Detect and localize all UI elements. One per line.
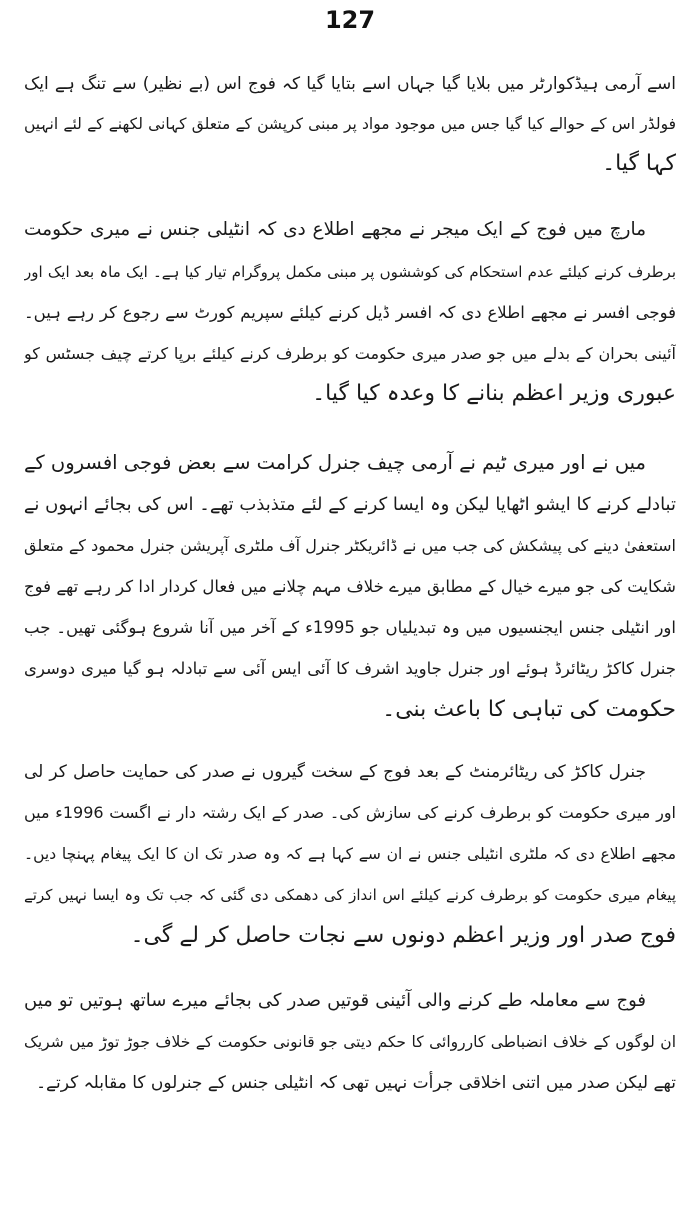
text-line: ان لوگوں کے خلاف انضباطی کارروائی کا حکم دیتی جو قانونی حکومت کے خلاف جوڑ توڑ میں شریک — [24, 1033, 676, 1051]
text-line: فولڈر اس کے حوالے کیا گیا جس میں موجود مواد پر مبنی کرپشن کے متعلق کہانی لکھنے کے لئے انہیں — [24, 115, 676, 133]
text-line: تھے لیکن صدر میں اتنی اخلاقی جرأت نہیں تھی کہ انٹیلی جنس کے جنرلوں کا مقابلہ کرتے۔ — [36, 1073, 676, 1093]
text-line: جنرل کاکڑ ریٹائرڈ ہوئے اور جنرل جاوید اشرف کا آئی ایس آئی سے تبادلہ ہو گیا میری دوسری — [24, 659, 676, 678]
text-line: آئینی بحران کے بدلے میں جو صدر میری حکومت کو برطرف کرنے کیلئے برپا کرتے چیف جسٹس کو — [24, 344, 676, 363]
text-line: مارچ میں فوج کے ایک میجر نے مجھے اطلاع دی کہ انٹیلی جنس نے میری حکومت — [24, 219, 646, 240]
text-line: اسے آرمی ہیڈکوارٹر میں بلایا گیا جہاں اسے بتایا گیا کہ فوج اس (بے نظیر) سے تنگ ہے ایک — [24, 74, 676, 94]
text-line: پیغام میری حکومت کو برطرف کرنے کیلئے اس انداز کی دھمکی دی گئی کہ جب تک وہ ایسا نہیں کرتے — [24, 886, 676, 904]
text-line: فوج صدر اور وزیر اعظم دونوں سے نجات حاصل کر لے گی۔ — [130, 923, 676, 948]
text-line: اور انٹیلی جنس ایجنسیوں میں وہ تبدیلیاں جو 1995ء کے آخر میں آنا شروع ہوگئی تھیں۔ جب — [24, 618, 676, 637]
text-line: استعفیٰ دینے کی پیشکش کی جب میں نے ڈائریکٹر جنرل آف ملٹری آپریشن جنرل محمود کے متعلق — [24, 536, 676, 555]
text-line: فوج سے معاملہ طے کرنے والی آئینی قوتیں صدر کی بجائے میرے ساتھ ہوتیں تو میں — [24, 990, 646, 1011]
text-line: حکومت کی تباہی کا باعث بنی۔ — [382, 697, 676, 722]
page-number: 127 — [324, 6, 376, 34]
text-line: فوجی افسر نے مجھے اطلاع دی کہ افسر ڈیل کرنے کیلئے سپریم کورٹ سے رجوع کر رہے ہیں۔ — [24, 303, 676, 322]
text-line: کہا گیا۔ — [602, 151, 676, 176]
text-line: جنرل کاکڑ کی ریٹائرمنٹ کے بعد فوج کے سخت گیروں نے صدر کی حمایت حاصل کر لی — [24, 762, 646, 782]
text-line: مجھے اطلاع دی کہ ملٹری انٹیلی جنس نے ان سے کہا ہے کہ وہ صدر تک ان کا ایک پیغام پہنچا دیں۔ — [24, 845, 676, 863]
text-line: شکایت کی جو میرے خیال کے مطابق میرے خلاف مہم چلانے میں فعال کردار ادا کر رہے تھے فوج — [24, 577, 676, 596]
text-line: اور میری حکومت کو برطرف کرنے کی سازش کی۔ صدر کے ایک رشتہ دار نے اگست 1996ء میں — [24, 803, 676, 822]
text-line: تبادلے کرنے کا ایشو اٹھایا لیکن وہ ایسا کرنے کے لئے متذبذب تھے۔ اس کی بجائے انہوں نے — [24, 494, 676, 515]
text-line: میں نے اور میری ٹیم نے آرمی چیف جنرل کرامت سے بعض فوجی افسروں کے — [24, 451, 646, 474]
text-line: برطرف کرنے کیلئے عدم استحکام کی کوششوں پر مبنی مکمل پروگرام تیار کیا ہے۔ ایک ماہ بعد ایک اور — [24, 263, 676, 281]
text-line: عبوری وزیر اعظم بنانے کا وعدہ کیا گیا۔ — [312, 381, 676, 406]
